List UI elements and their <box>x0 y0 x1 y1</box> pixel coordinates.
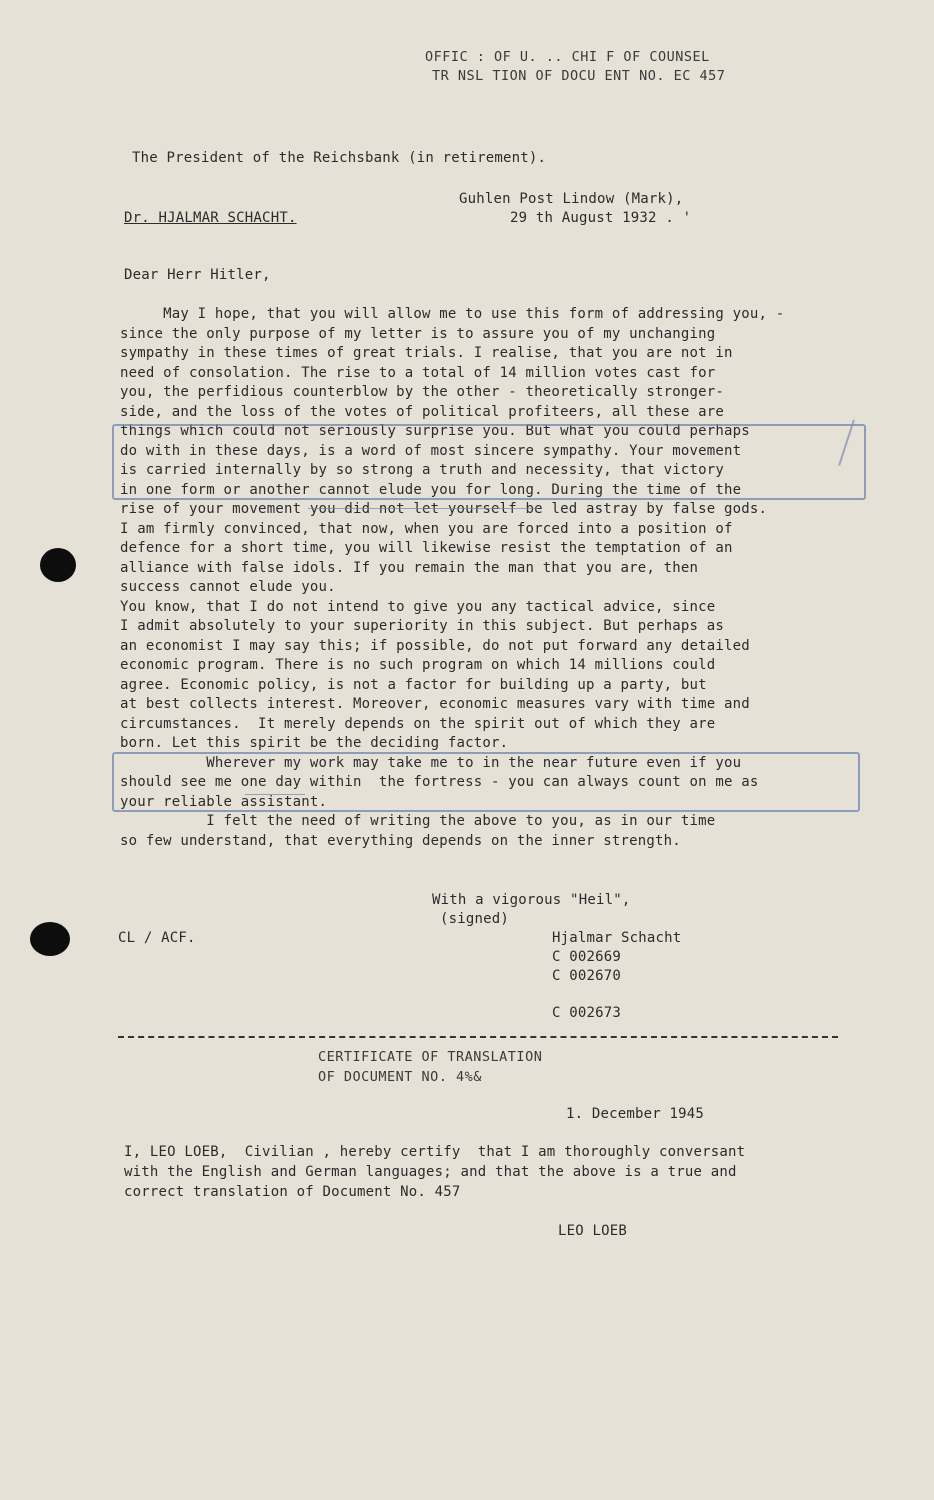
punch-hole <box>40 548 76 582</box>
body-line: things which could not seriously surprise you. But what you could perhaps <box>120 423 750 439</box>
body-line: side, and the loss of the votes of political profiteers, all these are <box>120 403 725 420</box>
letterhead: The President of the Reichsbank (in retirement). <box>132 150 547 166</box>
body-line: since the only purpose of my letter is to assure you of my unchanging <box>120 325 716 342</box>
header-office-line: OFFIC : OF U. .. CHI F OF COUNSEL <box>425 49 710 65</box>
certificate-date: 1. December 1945 <box>566 1106 705 1122</box>
body-line: at best collects interest. Moreover, economic measures vary with time and <box>120 696 750 712</box>
body-line: You know, that I do not intend to give you any tactical advice, since <box>120 598 716 615</box>
body-line: I am firmly convinced, that now, when you are forced into a position of <box>120 520 733 537</box>
body-line: Wherever my work may take me to in the near future even if you <box>120 754 742 771</box>
body-line: need of consolation. The rise to a total of 14 million votes cast for <box>120 364 716 381</box>
body-line: your reliable assistant. <box>120 793 328 810</box>
body-line: circumstances. It merely depends on the spirit out of which they are <box>120 715 716 732</box>
pencil-underline <box>245 794 305 795</box>
letter-date: 29 th August 1932 . ' <box>510 210 692 226</box>
closing-greeting: With a vigorous "Heil", <box>432 892 631 908</box>
body-line: alliance with false idols. If you remain the man that you are, then <box>120 559 699 576</box>
salutation: Dear Herr Hitler, <box>124 267 271 283</box>
pencil-bracket <box>112 424 866 500</box>
signed-note: (signed) <box>440 911 510 927</box>
certificate-title: CERTIFICATE OF TRANSLATION <box>318 1049 543 1065</box>
body-line: defence for a short time, you will likewise resist the temptation of an <box>120 540 733 556</box>
body-line: so few understand, that everything depends on the inner strength. <box>120 832 681 849</box>
body-line: rise of your movement you did not let yourself be led astray by false gods. <box>120 501 768 517</box>
document-ref: C 002669 <box>552 949 622 965</box>
document-ref: C 002673 <box>552 1005 622 1021</box>
body-line: in one form or another cannot elude you for long. During the time of the <box>120 481 742 498</box>
translator-signature: LEO LOEB <box>558 1223 628 1239</box>
body-line: I admit absolutely to your superiority in this subject. But perhaps as <box>120 618 725 634</box>
punch-hole <box>30 922 70 956</box>
body-line: is carried internally by so strong a truth and necessity, that victory <box>120 462 725 478</box>
body-line: I felt the need of writing the above to you, as in our time <box>120 813 716 829</box>
pencil-underline <box>308 508 538 509</box>
body-line: sympathy in these times of great trials. I realise, that you are not in <box>120 345 733 361</box>
sender-name: Dr. HJALMAR SCHACHT. <box>124 210 297 226</box>
separator-line <box>118 1036 838 1038</box>
document-ref: C 002670 <box>552 968 622 984</box>
certificate-line: with the English and German languages; and that the above is a true and <box>124 1164 737 1180</box>
certificate-line: I, LEO LOEB, Civilian , hereby certify that I am thoroughly conversant <box>124 1144 746 1160</box>
body-line: economic program. There is no such program on which 14 millions could <box>120 657 716 673</box>
initials: CL / ACF. <box>118 930 196 946</box>
body-line: May I hope, that you will allow me to use this form of addressing you, - <box>120 306 785 322</box>
body-line: agree. Economic policy, is not a factor for building up a party, but <box>120 676 707 693</box>
certificate-line: correct translation of Document No. 457 <box>124 1184 461 1200</box>
signatory-name: Hjalmar Schacht <box>552 930 682 946</box>
body-line: do with in these days, is a word of most sincere sympathy. Your movement <box>120 442 742 459</box>
pencil-bracket <box>112 752 860 812</box>
body-line: born. Let this spirit be the deciding factor. <box>120 735 509 751</box>
place-line: Guhlen Post Lindow (Mark), <box>459 191 684 207</box>
body-line: an economist I may say this; if possible, do not put forward any detailed <box>120 637 750 654</box>
body-line: success cannot elude you. <box>120 579 336 595</box>
body-line: should see me one day within the fortress - you can always count on me as <box>120 774 759 790</box>
header-translation-line: TR NSL TION OF DOCU ENT NO. EC 457 <box>432 68 726 84</box>
certificate-subtitle: OF DOCUMENT NO. 4%& <box>318 1069 482 1085</box>
body-line: you, the perfidious counterblow by the other - theoretically stronger- <box>120 384 725 400</box>
